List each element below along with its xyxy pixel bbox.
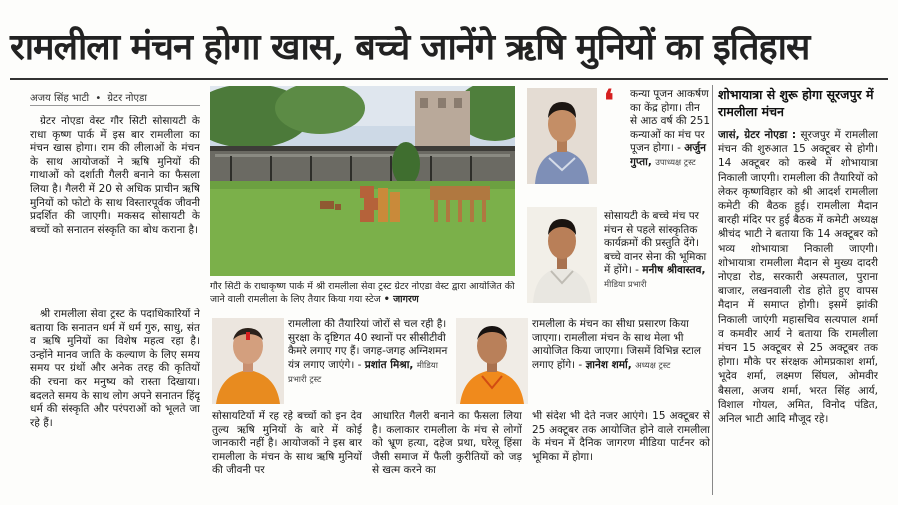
byline-separator: • [95,93,102,104]
person-portrait-icon [527,207,597,303]
quote-2-role: मीडिया प्रभारी [604,279,647,290]
byline-location: ग्रेटर नोएडा [107,93,147,104]
story-paragraph-1: ग्रेटर नोएडा वेस्ट गौर सिटी सोसायटी के राधा कृष्ण पार्क में इस बार रामलीला का मंचन खास होगा। राम की लीलाओं के मंचन के साथ आयोजकों ने ऋषि मुनियों की गाथाओं को दर्शाती गैलरी बनाने का फैसला लिया है। गैलरी में 20 से अधिक प्राचीन ऋषि मुनियों को फोटो के साथ विस्तारपूर्वक जीवनी प्रदर्शित की जाएगी। मकसद सोसायटी के बच्चों को सनातन संस्कृति का बोध कराना है। [30,115,200,236]
story-column-1-bottom [30,308,200,493]
sidebar-title: शोभायात्रा से शुरू होगा सूरजपुर में रामलीला मंचन [718,87,874,119]
quote-2-name: मनीष श्रीवास्तव, [642,264,706,277]
quote-3-role: मीडिया प्रभारी ट्रस्ट [288,360,438,386]
stage-photo-illustration [210,86,515,276]
quote-1-text: कन्या पूजन आकर्षण का केंद्र होगा। तीन से आठ वर्ष की 251 कन्याओं का मंच पर पूजन होगा। - [630,88,710,155]
sidebar-dateline: जासं, ग्रेटर नोएडा : [718,129,797,141]
person-portrait-icon [456,318,528,404]
portrait-arjun-gupta [527,88,597,184]
story-paragraph-2: श्री रामलीला सेवा ट्रस्ट के पदाधिकारियों ने बताया कि सनातन धर्म में धर्म गुरु, साधु, संत व ऋषि मुनियों का विशेष महत्व रहा है। उन्होंने मानव जाति के कल्याण के लिए समय समय पर ग्रंथों और अनेक तरह की कृतियों की रचना कर मनुष्य को रास्ता दिखाया। बदलते समय के साथ लोग अपने सनातन हिंदू धर्म की संस्कृति और परंपराओं को भूलते जा रहे हैं। [30,308,200,429]
quote-arjun-gupta [630,88,710,186]
sidebar-body: सूरजपुर में रामलीला मंचन की शुरुआत 15 अक्टूबर से होगी। 14 अक्टूबर को कस्बे में शोभायात्रा निकाली जाएगी। रामलीला की तैयारियों को लेकर कृष्णविहार को श्री आदर्श रामलीला कमेटी की बैठक हुई। रामलीला मैदान बारही मंदिर पर हुई बैठक में कमेटी अध्यक्ष श्रीचंद भाटी ने बताया कि 14 अक्टूबर को भव्य शोभायात्रा निकाली जाएगी। शोभायात्रा रामलीला मैदान से मुख्य दादरी नोएडा रोड, सरकारी अस्पताल, पुराना बाजार, लखनवाली रोड होते हुए वापस मैदान में समाप्त होगी। इसमें झांकी निकाली जाएंगी महासचिव सत्यपाल शर्मा व कमवीर आर्य ने बताया कि रामलीला मंचन 15 अक्टूबर से 25 अक्टूबर तक होगा। मौके पर संरक्षक ओमप्रकाश शर्मा, भूदेव शर्मा, लक्ष्मण सिंघल, ओमवीर बैसला, अजय शर्मा, भरत सिंह आर्य, विशाल गोयल, अमित, विनोद पंडित, अनिल भाटी आदि मौजूद रहे। [718,129,878,426]
quote-4-name: ज्ञानेश शर्मा, [585,358,632,371]
story-column-2-text: सोसायटियों में रह रहे बच्चों को इन देव तुल्य ऋषि मुनियों के बारे में कोई जानकारी नहीं है। आयोजकों ने इस बार रामलीला के मंचन के साथ ऋषि मुनियों की जीवनी पर [212,410,362,477]
story-column-3-text: आधारित गैलरी बनाने का फैसला लिया है। कलाकार रामलीला के मंच से लोगों को भ्रूण हत्या, दहेज प्रथा, घरेलू हिंसा जैसी समाज में फैली कुरीतियों को जड़ से खत्म करने का [372,410,522,477]
person-portrait-icon [527,88,597,184]
photo-caption-text: गौर सिटी के राधाकृष्ण पार्क में श्री रामलीला सेवा ट्रस्ट ग्रेटर नोएडा वेस्ट द्वारा आयोजित की जाने वाली रामलीला के लिए तैयार किया गया स्टेज [210,281,515,305]
person-portrait-icon [212,318,284,404]
portrait-manish-srivastava [527,207,597,303]
byline [30,90,147,104]
main-photo [210,86,515,276]
headline-rule [10,78,888,80]
story-column-4 [532,410,710,496]
story-column-2 [212,410,362,496]
sidebar-divider [712,85,713,495]
byline-reporter: अजय सिंह भाटी [30,93,90,104]
quote-1-name: अर्जुन गुप्ता, [630,142,706,168]
quote-3-name: प्रशांत मिश्रा, [364,358,414,371]
story-column-1-top [30,115,200,305]
quote-2-text: सोसायटी के बच्चे मंच पर मंचन से पहले सांस्कृतिक कार्यक्रमों की प्रस्तुति देंगे। बच्चे वानर सेना की भूमिका में होंगे। - [604,210,707,277]
quote-manish-srivastava [604,210,712,310]
photo-credit: • जागरण [383,293,419,305]
photo-caption [210,281,515,309]
quote-mark-1: ❛ [604,84,614,119]
sidebar-story [718,128,878,496]
quote-3-text: रामलीला की तैयारियां जोरों से चल रही है। सुरक्षा के दृष्टिगत 40 स्थानों पर सीसीटीवी कैमरे लगाए गए हैं। जगह-जगह अग्निशमन यंत्र लगाए जाएंगे। - [288,318,448,371]
byline-rule [30,105,200,106]
quote-1-role: उपाध्यक्ष ट्रस्ट [655,157,696,168]
quote-gyanesh-sharma [532,318,710,406]
headline: रामलीला मंचन होगा खास, बच्चे जानेंगे ऋषि मुनियों का इतिहास [10,26,810,68]
story-column-3 [372,410,522,496]
story-column-4-text: भी संदेश भी देते नजर आएंगे। 15 अक्टूबर से 25 अक्टूबर तक आयोजित होने वाले रामलीला के मंचन में दैनिक जागरण मीडिया पार्टनर को भूमिका में होगा। [532,410,710,463]
quote-4-text: रामलीला के मंचन का सीधा प्रसारण किया जाएगा। रामलीला मंचन के साथ मेला भी आयोजित किया जाएगा। जिसमें विभिन्न स्टाल लगाए होंगे। - [532,318,701,371]
portrait-gyanesh-sharma [456,318,528,404]
portrait-prashant-mishra [212,318,284,404]
quote-4-role: अध्यक्ष ट्रस्ट [635,360,671,371]
quote-prashant-mishra [288,318,448,406]
